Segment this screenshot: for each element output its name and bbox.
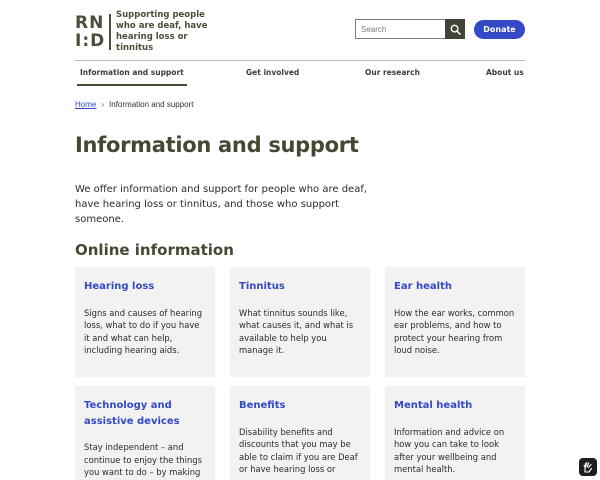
card-description: Stay independent – and continue to enjoy the things you want to do – by making	[84, 442, 202, 477]
card-description: Information and advice on how you can take to look after your wellbeing and mental health.	[394, 426, 505, 474]
chevron-right-icon: ›	[101, 100, 105, 109]
card-technology-and-assistive-devices[interactable]	[75, 386, 215, 480]
card-description: Disability benefits and discounts that you may be able to claim if you are Deaf or have hearing loss or	[239, 426, 358, 474]
nav-about-us[interactable]: About us	[486, 68, 524, 77]
nav-information-and-support[interactable]: Information and support	[80, 68, 184, 77]
search-form	[355, 19, 465, 39]
card-ear-health[interactable]	[385, 267, 525, 377]
nav-our-research[interactable]: Our research	[365, 68, 420, 77]
card-tinnitus[interactable]	[230, 267, 370, 377]
card-hearing-loss[interactable]	[75, 267, 215, 377]
donate-button[interactable]: Donate	[474, 20, 525, 39]
breadcrumb-home-link[interactable]: Home	[75, 100, 97, 109]
nav-get-involved[interactable]: Get involved	[246, 68, 300, 77]
card-title[interactable]: Benefits	[239, 400, 286, 411]
hand-icon	[582, 461, 594, 473]
card-mental-health[interactable]	[385, 386, 525, 480]
search-input[interactable]	[355, 19, 445, 39]
rnid-logo[interactable]	[75, 10, 216, 54]
logo-tagline: Supporting people who are deaf, have hearing loss or tinnitus	[116, 10, 208, 53]
search-icon	[450, 24, 461, 35]
main-nav	[75, 60, 525, 88]
card-title[interactable]: Ear health	[394, 281, 452, 292]
sign-language-button[interactable]	[579, 458, 597, 476]
card-title[interactable]: Tinnitus	[239, 281, 285, 292]
page-title: Information and support	[75, 133, 359, 157]
section-title: Online information	[75, 241, 234, 259]
breadcrumb-current: Information and support	[109, 100, 194, 109]
card-description: Signs and causes of hearing loss, what to do if you have it and what can help, including hearing aids.	[84, 307, 203, 355]
card-benefits[interactable]	[230, 386, 370, 480]
card-title[interactable]: Mental health	[394, 400, 473, 411]
card-title[interactable]: Technology and assistive devices	[84, 400, 180, 427]
card-description: What tinnitus sounds like, what causes it, and what is available to help you manage it.	[239, 307, 354, 355]
logo-mark: RN I:D	[75, 13, 106, 51]
card-description: How the ear works, common ear problems, and how to protect your hearing from loud noise.	[394, 307, 515, 355]
logo-divider	[109, 14, 111, 50]
card-title[interactable]: Hearing loss	[84, 281, 155, 292]
intro-text: We offer information and support for people who are deaf, have hearing loss or tinnitus, and those who support someone.	[75, 184, 368, 225]
search-button[interactable]	[445, 19, 465, 39]
breadcrumb	[75, 100, 194, 109]
